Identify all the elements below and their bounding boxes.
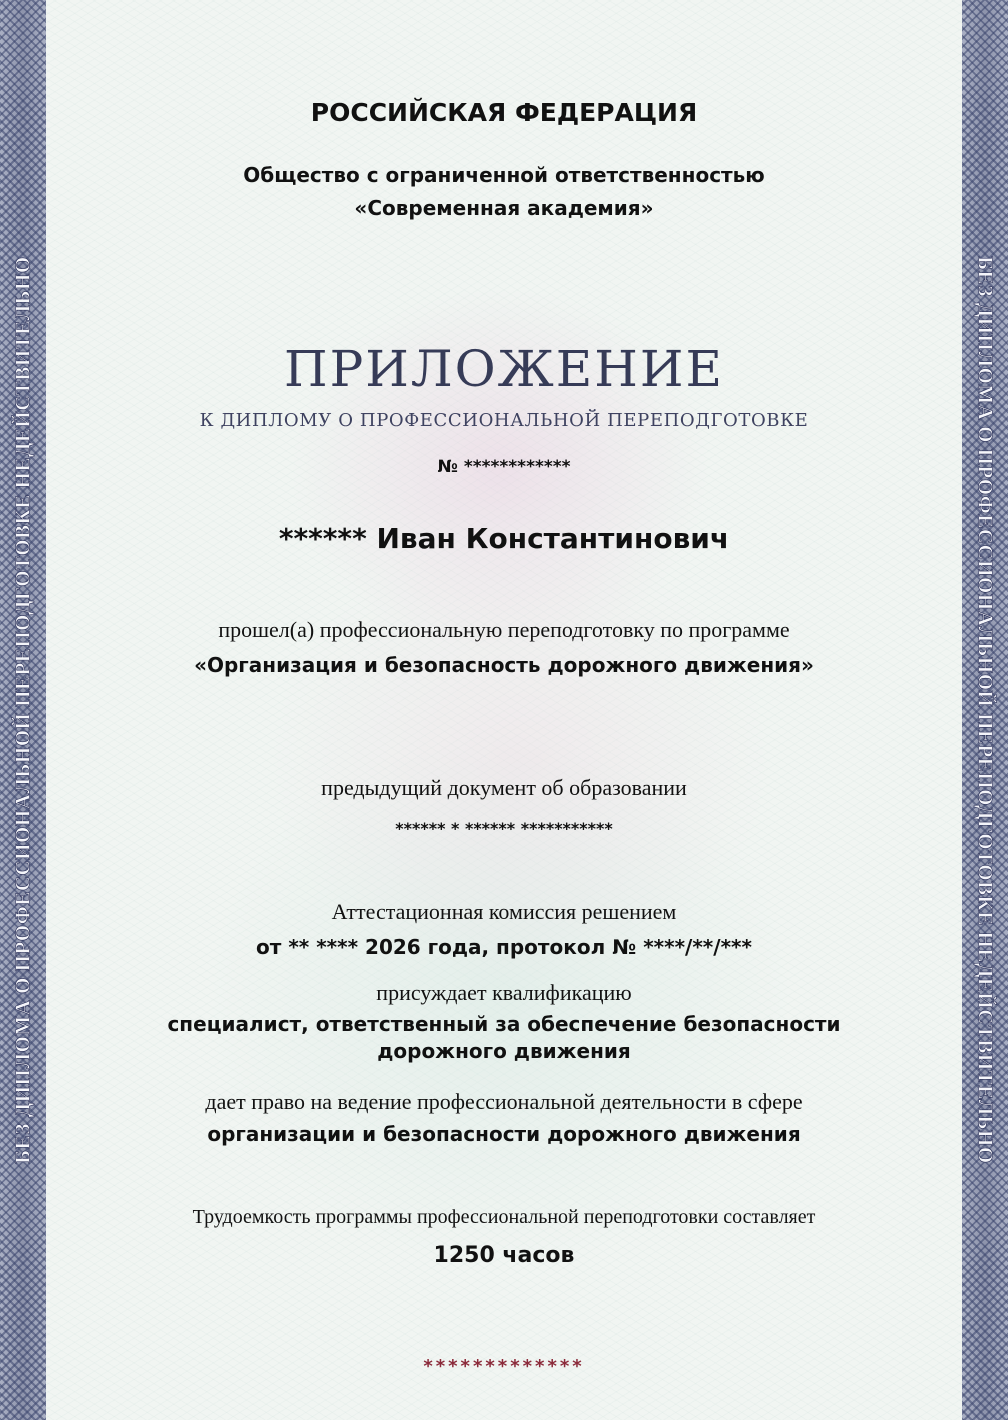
rights-sphere: организации и безопасности дорожного движения [207,1122,801,1146]
labor-hours: 1250 часов [433,1243,575,1268]
rights-label: дает право на ведение профессиональной деятельности в сфере [205,1089,803,1114]
commission-label: Аттестационная комиссия решением [331,899,677,924]
commission-decision: от ** **** 2026 года, протокол № ****/**/*** [256,935,752,959]
left-border-text: БЕЗ ДИПЛОМА О ПРОФЕССИОНАЛЬНОЙ ПЕРЕПОДГОТОВКЕ НЕДЕЙСТВИТЕЛЬНО [10,256,35,1164]
qualification-label: присуждает квалификацию [376,980,632,1005]
document-title: ПРИЛОЖЕНИЕ [284,340,724,398]
document-subtitle: К ДИПЛОМУ О ПРОФЕССИОНАЛЬНОЙ ПЕРЕПОДГОТОВКЕ [199,410,809,431]
program-intro: прошел(а) профессиональную переподготовку по программе [218,617,790,642]
previous-document-value: ****** * ****** *********** [395,819,613,838]
registration-number: ************* [423,1356,585,1377]
holder-name: ****** Иван Константинович [278,522,730,555]
qualification-line-2: дорожного движения [377,1039,631,1063]
organization-name: «Современная академия» [354,196,654,220]
qualification-line-1: специалист, ответственный за обеспечение безопасности [167,1012,841,1036]
organization-type: Общество с ограниченной ответственностью [243,163,765,187]
country-heading: РОССИЙСКАЯ ФЕДЕРАЦИЯ [310,98,698,127]
right-border-text: БЕЗ ДИПЛОМА О ПРОФЕССИОНАЛЬНОЙ ПЕРЕПОДГОТОВКЕ НЕДЕЙСТВИТЕЛЬНО [973,256,998,1164]
previous-document-label: предыдущий документ об образовании [321,775,687,800]
labor-intensity-label: Трудоемкость программы профессиональной переподготовки составляет [192,1206,816,1228]
program-name: «Организация и безопасность дорожного движения» [194,653,814,677]
appendix-number: № ************ [437,457,571,477]
